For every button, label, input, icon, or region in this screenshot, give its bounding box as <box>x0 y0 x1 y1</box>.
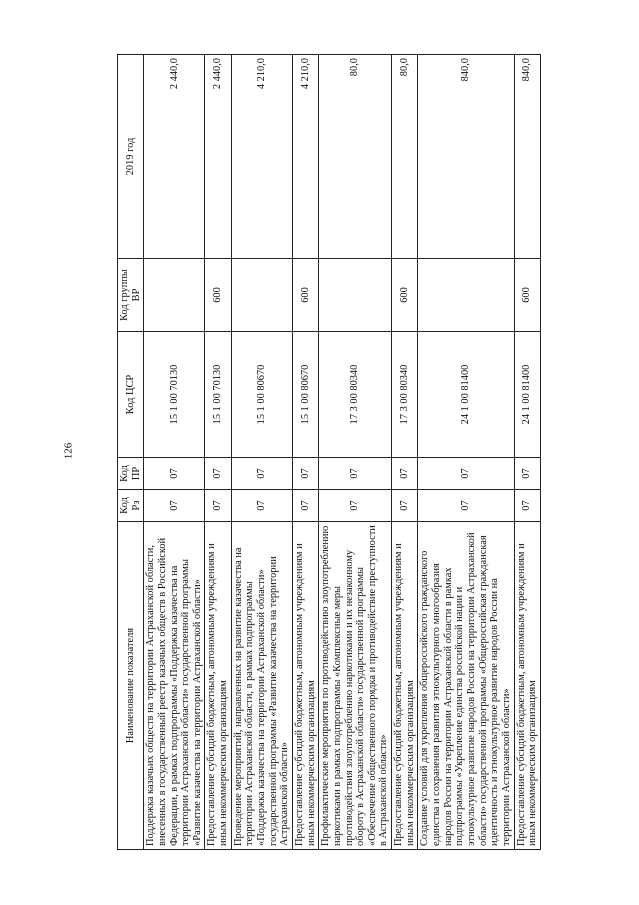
row-rz: 07 <box>205 490 231 522</box>
row-value: 840,0 <box>514 55 540 259</box>
table-row <box>292 55 318 850</box>
row-name: Профилактические мероприятия по противодействию злоупотреблению наркотиками в рамках подпрограммы «Комплексные меры противодействия злоупотреблению наркотиками и их незаконному обороту в Астраханской области» государственной программы «Обеспечение общественного порядка и противодействие преступности в Астраханской области» <box>319 522 392 850</box>
header-vr: Код группы ВР <box>118 259 144 332</box>
row-value: 840,0 <box>418 55 514 259</box>
row-pr: 07 <box>392 458 418 490</box>
row-value: 80,0 <box>319 55 392 259</box>
row-csr: 15 1 00 70130 <box>205 332 231 458</box>
row-value: 2 440,0 <box>144 55 205 259</box>
row-pr: 07 <box>292 458 318 490</box>
row-pr: 07 <box>205 458 231 490</box>
row-pr: 07 <box>144 458 205 490</box>
table-row <box>205 55 231 850</box>
row-vr: 600 <box>392 259 418 332</box>
header-rz: Код Рз <box>118 490 144 522</box>
header-row <box>118 55 144 850</box>
row-rz: 07 <box>319 490 392 522</box>
row-name: Создание условий для укрепления общероссийского гражданского единства и сохранения развития этнокультурного многообразия народов России на территории Астраханской области в рамках подпрограммы «Укрепление единства российской нации и этнокультурное развитие народов России на территории Астраханской области» государственной программы «Общероссийская гражданская идентичность и этнокультурное развитие народов России на территории Астраханской области» <box>418 522 514 850</box>
row-vr <box>231 259 292 332</box>
row-vr <box>319 259 392 332</box>
table-row <box>418 55 514 850</box>
row-rz: 07 <box>418 490 514 522</box>
row-rz: 07 <box>231 490 292 522</box>
row-name: Предоставление субсидий бюджетным, автономным учреждениям и иным некоммерческим организациям <box>514 522 540 850</box>
row-rz: 07 <box>292 490 318 522</box>
table-row <box>144 55 205 850</box>
page-number: 126 <box>62 442 75 460</box>
row-csr: 15 1 00 70130 <box>144 332 205 458</box>
row-value: 2 440,0 <box>205 55 231 259</box>
row-vr <box>144 259 205 332</box>
row-name: Предоставление субсидий бюджетным, автономным учреждениям и иным некоммерческим организациям <box>205 522 231 850</box>
row-pr: 07 <box>514 458 540 490</box>
row-pr: 07 <box>418 458 514 490</box>
row-csr: 24 1 00 81400 <box>418 332 514 458</box>
row-name: Проведение мероприятий, направленных на развитие казачества на территории Астраханской области, в рамках подпрограммы «Поддержка казачества на территории Астраханской области» государственной программы «Развитие казачества на территории Астраханской области» <box>231 522 292 850</box>
rotated-table-wrapper <box>117 55 539 850</box>
header-pr: Код ПР <box>118 458 144 490</box>
row-pr: 07 <box>231 458 292 490</box>
row-value: 4 210,0 <box>231 55 292 259</box>
row-csr: 15 1 00 80670 <box>231 332 292 458</box>
row-value: 4 210,0 <box>292 55 318 259</box>
table-row <box>514 55 540 850</box>
row-vr: 600 <box>514 259 540 332</box>
table-row <box>392 55 418 850</box>
table-row <box>231 55 292 850</box>
row-csr: 24 1 00 81400 <box>514 332 540 458</box>
table-frame <box>117 55 539 850</box>
row-vr <box>418 259 514 332</box>
row-name: Предоставление субсидий бюджетным, автономным учреждениям и иным некоммерческим организациям <box>392 522 418 850</box>
row-rz: 07 <box>144 490 205 522</box>
header-year: 2019 год <box>118 55 144 259</box>
header-name: Наименование показателя <box>118 522 144 850</box>
row-csr: 17 3 00 80340 <box>319 332 392 458</box>
row-csr: 15 1 00 80670 <box>292 332 318 458</box>
table-row <box>319 55 392 850</box>
row-rz: 07 <box>392 490 418 522</box>
row-value: 80,0 <box>392 55 418 259</box>
row-name: Поддержка казачьих обществ на территории Астраханской области, внесенных в государственный реестр казачьих обществ в Российской Федерации, в рамках подпрограммы «Поддержка казачества на территории Астраханской области» государственной программы «Развитие казачества на территории Астраханской области» <box>144 522 205 850</box>
budget-table <box>117 54 541 850</box>
row-vr: 600 <box>292 259 318 332</box>
row-rz: 07 <box>514 490 540 522</box>
row-csr: 17 3 00 80340 <box>392 332 418 458</box>
row-vr: 600 <box>205 259 231 332</box>
row-pr: 07 <box>319 458 392 490</box>
row-name: Предоставление субсидий бюджетным, автономным учреждениям и иным некоммерческим организациям <box>292 522 318 850</box>
header-csr: Код ЦСР <box>118 332 144 458</box>
